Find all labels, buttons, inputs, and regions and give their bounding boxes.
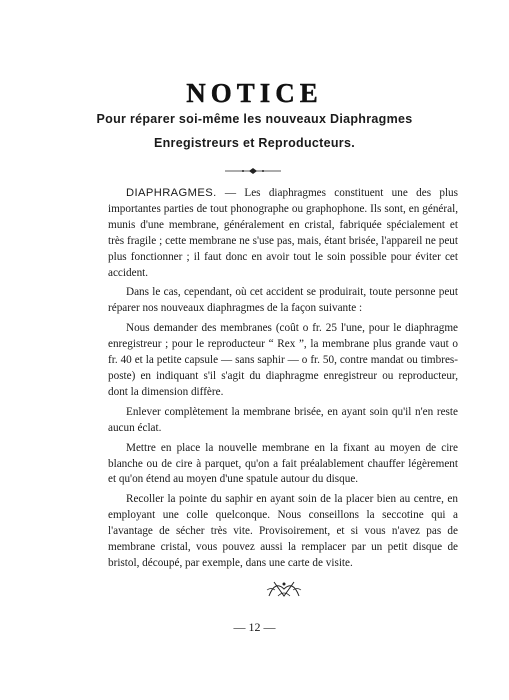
paragraph-text: Recoller la pointe du saphir en ayant soin de la placer bien au centre, en employant une colle quelconque. Nous conseillons la seccotine qui a l'avantage de sécher très vite. Provisoirement, et si vous n'avez pas de membrane cristal, vous pouvez aussi la remplacer par un petit disque de bristol, découpé, par exemple, dans une carte de visite. <box>108 493 458 569</box>
paragraph-text: Enlever complètement la membrane brisée, en ayant soin qu'il n'en reste aucun éclat. <box>108 405 458 434</box>
page-title: NOTICE <box>186 78 323 108</box>
page-number: — 12 — <box>233 620 276 634</box>
paragraph-2 <box>108 285 458 317</box>
paragraph-text: Dans le cas, cependant, où cet accident se produirait, toute personne peut réparer nos nouveaux diaphragmes de la façon suivante : <box>108 286 458 315</box>
subtitle-line-1: Pour réparer soi-même les nouveaux Diaphragmes <box>96 112 413 126</box>
divider-ornament <box>223 166 283 176</box>
paragraph-text: — Les diaphragmes constituent une des plus importantes parties de tout phonographe ou graphophone. Ils sont, en général, munis d'une membrane, généralement en cristal, fabriquée spécialement et très fragile ; cette membrane ne s'use pas, mais, étant brisée, l'appareil ne peut plus fonctionner ; il faut donc en avoir tout le soin possible pour éviter cet accident. <box>108 187 458 279</box>
monogram-ornament <box>265 578 303 600</box>
paragraph-text: Mettre en place la nouvelle membrane en la fixant au moyen de cire blanche ou de cire à parquet, qu'on a fait préalablement chauffer légèrement et qu'on étend au moyen d'une spatule autour du disque. <box>108 441 458 486</box>
paragraph-lead: DIAPHRAGMES. <box>126 187 217 199</box>
subtitle-line-2: Enregistreurs et Reproducteurs. <box>153 136 356 150</box>
body-text <box>108 186 458 576</box>
paragraph-6 <box>108 492 458 572</box>
paragraph-1 <box>108 186 458 281</box>
paragraph-text: Nous demander des membranes (coût o fr. 25 l'une, pour le diaphragme enregistreur ; pour le reproducteur “ Rex ”, la membrane plus grande vaut o fr. 40 et la petite capsule — sans saphir — o fr. 50, contre mandat ou timbres-poste) en indiquant s'il s'agit du diaphragme enregistreur ou reproducteur, dont la dimension diffère. <box>108 322 458 398</box>
paragraph-5 <box>108 441 458 489</box>
paragraph-3 <box>108 321 458 401</box>
paragraph-4 <box>108 405 458 437</box>
